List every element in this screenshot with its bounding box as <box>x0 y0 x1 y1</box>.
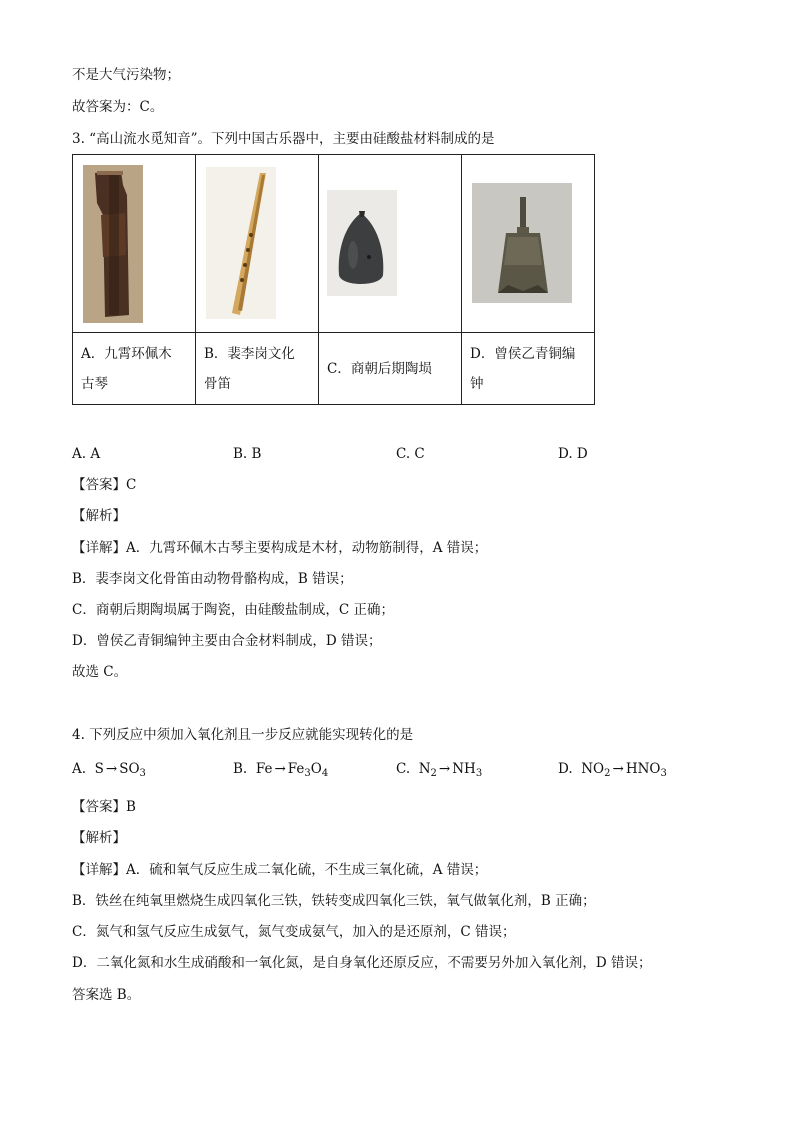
q4-choice-c-from: N <box>418 761 431 777</box>
q3-options-table <box>72 154 595 405</box>
q3-answer-value: C <box>126 477 137 493</box>
q4-analysis-label: 【解析】 <box>72 830 126 846</box>
option-d-caption-line-2: 钟 <box>470 375 484 392</box>
q4-choice-b-arrow: → <box>274 761 286 777</box>
option-a-caption <box>73 333 196 405</box>
q4-choice-a-to: SO <box>119 761 140 777</box>
q4-choice-b-to-tail-sub: 4 <box>321 768 329 779</box>
q3-choice-d: D. D <box>558 446 588 462</box>
q4-choice-a-to-sub: 3 <box>139 768 146 779</box>
q4-stem: 4. 下列反应中须加入氧化剂且一步反应就能实现转化的是 <box>72 727 414 743</box>
q3-choice-a: A. A <box>72 446 101 462</box>
q4-answer-value: B <box>126 799 136 815</box>
q4-choice-d-from: NO <box>581 761 605 777</box>
option-d-image-cell <box>462 155 595 333</box>
q4-choice-a <box>72 761 146 779</box>
q4-choice-b-to: Fe <box>287 761 305 777</box>
bone-flute-image <box>196 155 318 332</box>
q4-detail-line-1 <box>72 861 487 879</box>
q3-answer-label: 【答案】 <box>72 477 126 493</box>
q4-choice-b-from: Fe <box>255 761 273 777</box>
option-b-caption <box>196 333 319 405</box>
option-b-image-cell <box>196 155 319 333</box>
q4-choice-d-to: HNO <box>625 761 661 777</box>
q4-choice-c-letter: C. <box>396 761 411 777</box>
q4-detail-line-2: B．铁丝在纯氧里燃烧生成四氧化三铁，铁转变成四氧化三铁，氧气做氧化剂，B 正确； <box>72 893 596 909</box>
q4-answer-line <box>72 798 136 816</box>
q3-detail-line-4: D．曾侯乙青铜编钟主要由合金材料制成，D 错误； <box>72 633 382 649</box>
top-line-2: 故答案为：C。 <box>72 99 164 115</box>
option-c-image-cell <box>319 155 462 333</box>
q4-choice-d-arrow: → <box>612 761 624 777</box>
option-a-caption-line-1: A．九霄环佩木 <box>81 345 172 362</box>
q4-detail-line-4: D．二氧化氮和水生成硝酸和一氧化氮，是自身氧化还原反应，不需要另外加入氧化剂，D 错误； <box>72 955 652 971</box>
option-d-caption <box>462 333 595 405</box>
q4-choice-c-from-sub: 2 <box>430 768 437 779</box>
q4-detail-line-5: 答案选 B。 <box>72 987 141 1003</box>
q3-analysis-label: 【解析】 <box>72 508 126 524</box>
option-a-caption-line-2: 古琴 <box>81 375 108 392</box>
q4-choice-b-to-sub: 3 <box>304 768 311 779</box>
q3-detail-label: 【详解】 <box>72 540 126 556</box>
q4-choice-c-arrow: → <box>438 761 451 777</box>
q4-detail-label: 【详解】 <box>72 862 126 878</box>
q3-choice-b: B. B <box>233 446 262 462</box>
option-b-caption-line-2: 骨笛 <box>204 375 231 392</box>
q4-detail-text-1: A．硫和氧气反应生成二氧化硫，不生成三氧化硫，A 错误； <box>126 862 488 878</box>
q3-detail-line-2: B．裴李岗文化骨笛由动物骨骼构成，B 错误； <box>72 571 353 587</box>
q4-choice-c-to-sub: 3 <box>475 768 483 779</box>
q3-choice-c: C. C <box>396 446 425 462</box>
top-line-1: 不是大气污染物； <box>72 67 180 83</box>
q4-choice-d-to-sub: 3 <box>660 768 667 779</box>
q4-choice-b-to-tail: O <box>310 761 322 777</box>
pottery-xun-image <box>319 155 461 332</box>
q4-choice-c-to: NH <box>452 761 476 777</box>
bronze-bell-image <box>462 155 594 332</box>
q4-choice-b-letter: B. <box>233 761 248 777</box>
q4-choice-d <box>558 761 667 779</box>
q3-answer-line <box>72 476 136 494</box>
q4-answer-label: 【答案】 <box>72 799 126 815</box>
q3-detail-line-1 <box>72 539 487 557</box>
guqin-image <box>73 155 195 332</box>
q4-choice-b <box>233 761 328 779</box>
q4-choice-a-arrow: → <box>105 761 118 777</box>
option-c-caption-line-1: C．商朝后期陶埙 <box>327 360 432 377</box>
option-a-image-cell <box>73 155 196 333</box>
q4-choice-a-from: S <box>94 761 104 777</box>
q3-stem: 3. “高山流水觅知音”。下列中国古乐器中，主要由硅酸盐材料制成的是 <box>72 131 495 147</box>
q4-detail-line-3: C．氮气和氢气反应生成氨气，氮气变成氨气，加入的是还原剂，C 错误； <box>72 924 516 940</box>
q4-choice-d-letter: D. <box>558 761 573 777</box>
q4-choice-a-letter: A. <box>72 761 87 777</box>
q3-detail-line-3: C．商朝后期陶埙属于陶瓷，由硅酸盐制成，C 正确； <box>72 602 394 618</box>
option-b-caption-line-1: B．裴李岗文化 <box>204 345 295 362</box>
option-d-caption-line-1: D．曾侯乙青铜编 <box>470 345 576 362</box>
q3-detail-text-1: A．九霄环佩木古琴主要构成是木材，动物筋制得，A 错误； <box>126 540 488 556</box>
q4-choice-c <box>396 761 482 779</box>
q3-detail-line-5: 故选 C。 <box>72 664 128 680</box>
option-c-caption <box>319 333 462 405</box>
q4-choice-d-from-sub: 2 <box>604 768 611 779</box>
